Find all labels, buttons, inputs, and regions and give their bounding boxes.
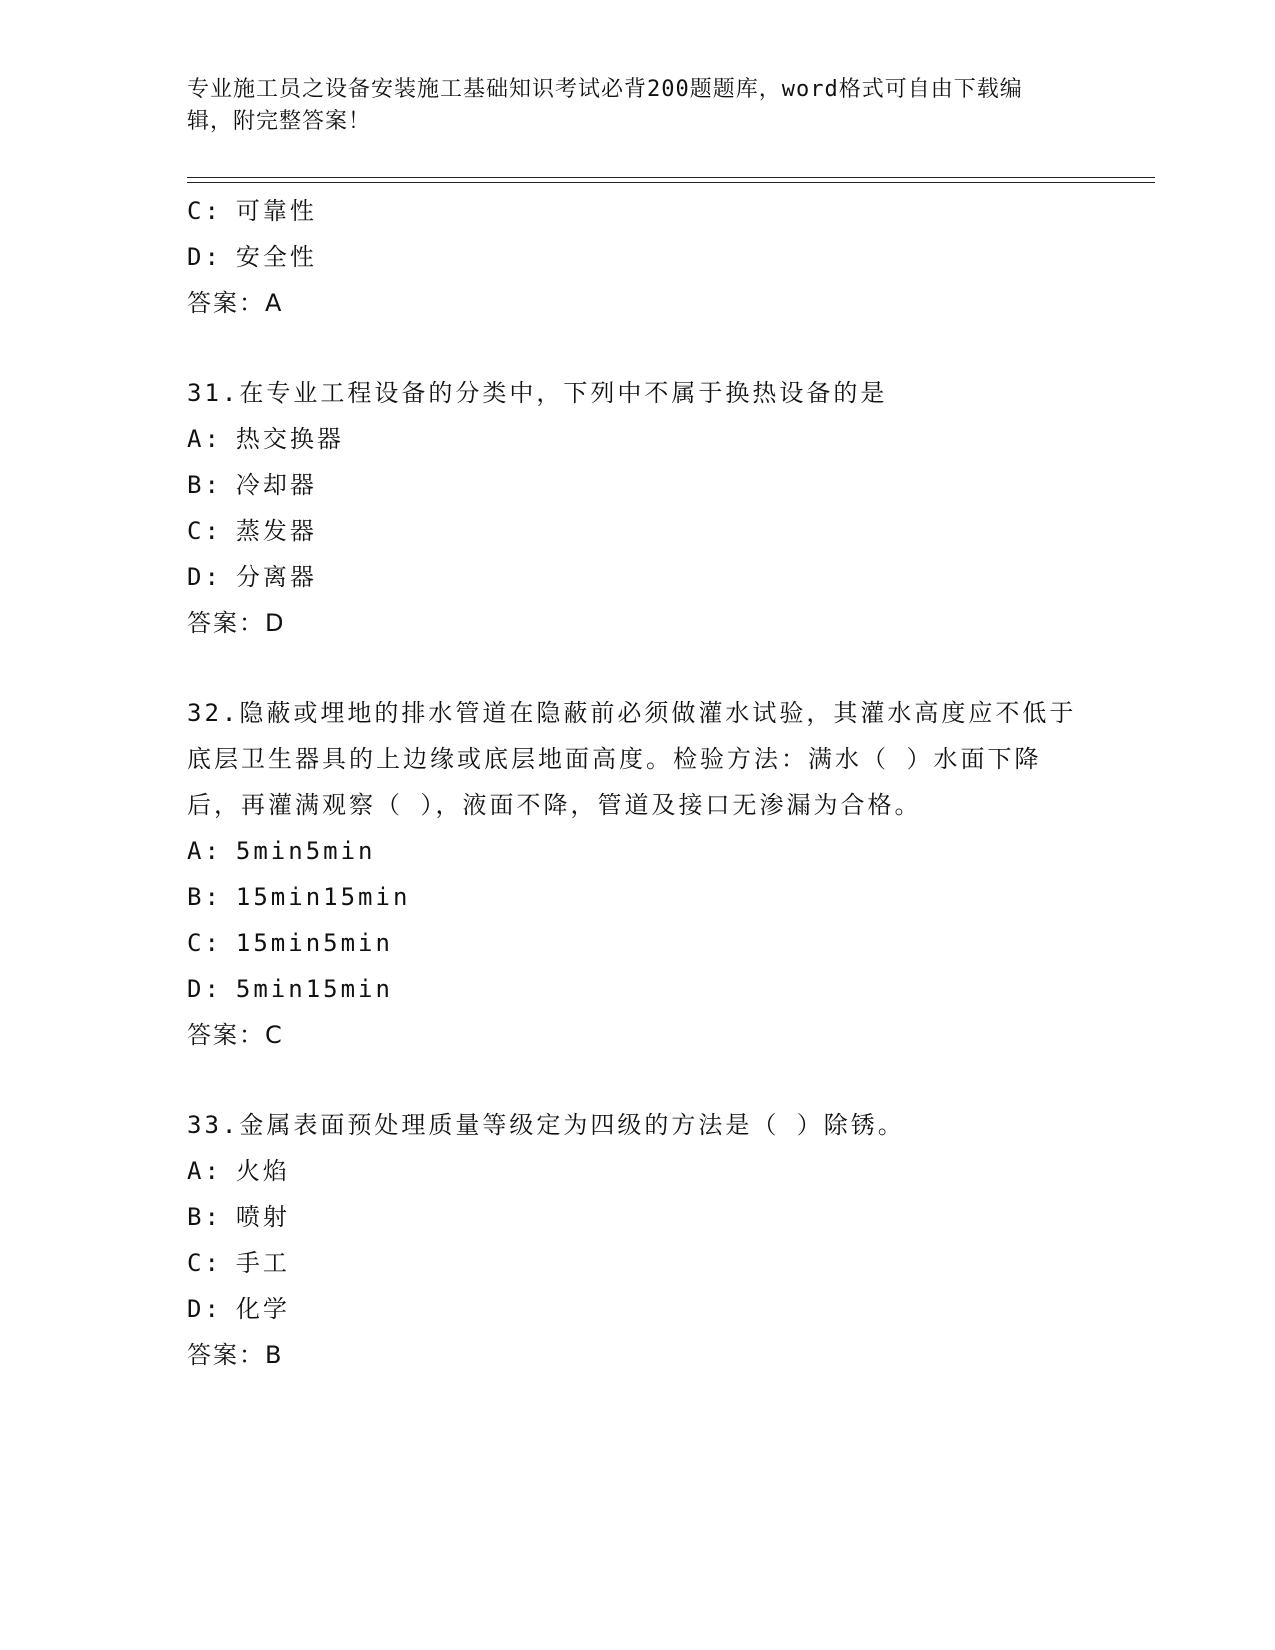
document-header: 专业施工员之设备安装施工基础知识考试必背200题题库，word格式可自由下载编辑，附完整答案！ (187, 77, 1023, 134)
option-key: D: (187, 1295, 222, 1323)
option-text: 火焰 (235, 1157, 290, 1185)
option-text: 热交换器 (235, 425, 344, 453)
option-text: 5min5min (235, 837, 376, 865)
option-key: C: (187, 517, 222, 545)
option-key: A: (187, 425, 222, 453)
option-key: A: (187, 1157, 222, 1185)
option-text: 15min5min (235, 929, 393, 957)
option-text: 分离器 (235, 563, 317, 591)
option-key: C: (187, 197, 222, 225)
option-item (187, 1148, 1087, 1194)
answer-line: 答案：C (187, 1021, 284, 1049)
option-key: B: (187, 471, 222, 499)
option-text: 喷射 (235, 1203, 290, 1231)
option-item (187, 462, 1087, 508)
option-item (187, 1286, 1087, 1332)
option-item (187, 1240, 1087, 1286)
question-stem: 31.在专业工程设备的分类中，下列中不属于换热设备的是 (187, 379, 888, 407)
answer-line: 答案：D (187, 609, 286, 637)
option-text: 5min15min (235, 975, 393, 1003)
option-text: 化学 (235, 1295, 290, 1323)
option-item (187, 828, 1087, 874)
option-text: 15min15min (235, 883, 411, 911)
option-text: 蒸发器 (235, 517, 317, 545)
option-item (187, 1194, 1087, 1240)
option-item (187, 508, 1087, 554)
option-key: D: (187, 243, 222, 271)
option-text: 手工 (235, 1249, 290, 1277)
header-divider-bottom (187, 182, 1155, 183)
answer-line: 答案：B (187, 1341, 284, 1369)
option-item (187, 966, 1087, 1012)
option-text: 冷却器 (235, 471, 317, 499)
question-stem: 33.金属表面预处理质量等级定为四级的方法是（ ）除锈。 (187, 1111, 905, 1139)
option-text: 安全性 (235, 243, 317, 271)
header-divider-top (187, 177, 1155, 178)
option-text: 可靠性 (235, 197, 317, 225)
option-item (187, 554, 1087, 600)
option-item (187, 416, 1087, 462)
option-key: C: (187, 1249, 222, 1277)
option-item (187, 234, 1087, 280)
option-key: D: (187, 975, 222, 1003)
option-item (187, 874, 1087, 920)
question-list (187, 188, 1087, 1378)
answer-line: 答案：A (187, 289, 284, 317)
option-key: A: (187, 837, 222, 865)
option-key: D: (187, 563, 222, 591)
option-key: B: (187, 883, 222, 911)
option-item (187, 188, 1087, 234)
option-key: B: (187, 1203, 222, 1231)
option-key: C: (187, 929, 222, 957)
option-item (187, 920, 1087, 966)
question-stem: 32.隐蔽或埋地的排水管道在隐蔽前必须做灌水试验，其灌水高度应不低于底层卫生器具的上边缘或底层地面高度。检验方法：满水（ ）水面下降后，再灌满观察（ ），液面不降，管道及接口无渗漏为合格。 (187, 699, 1077, 819)
